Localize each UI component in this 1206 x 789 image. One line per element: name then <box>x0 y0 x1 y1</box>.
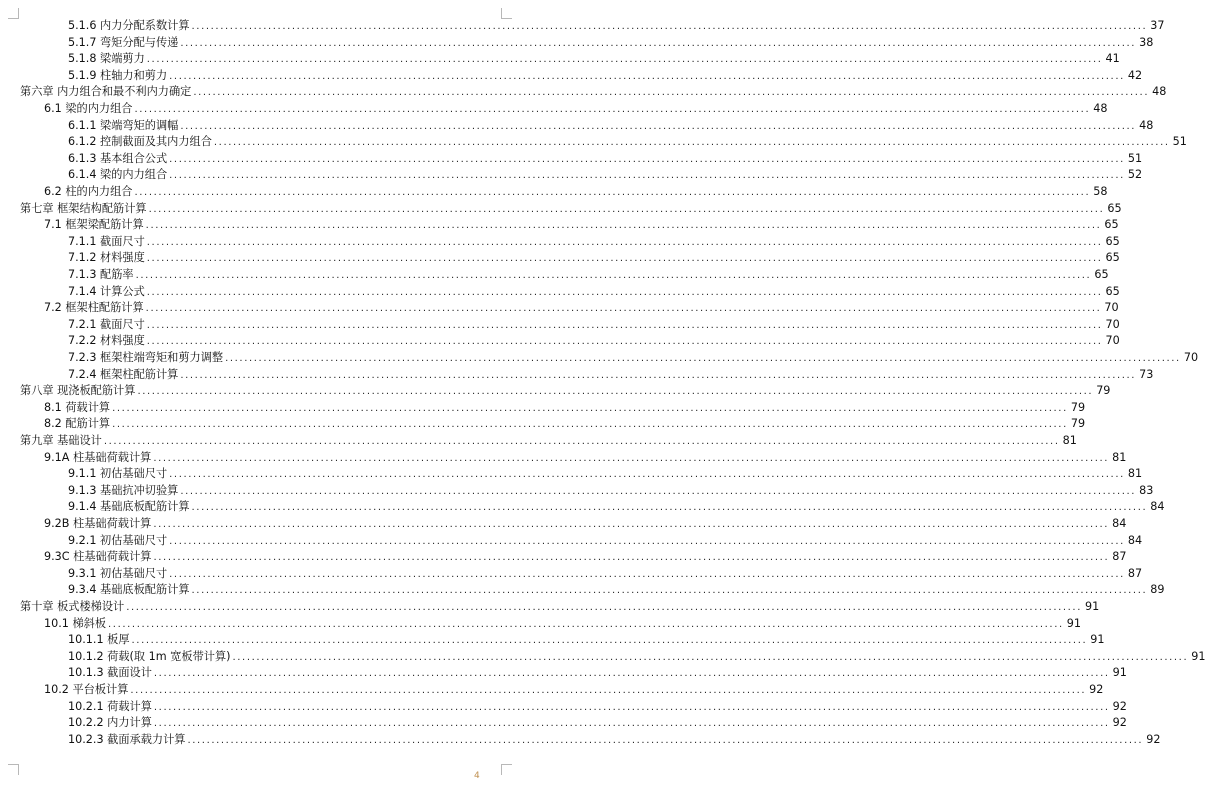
toc-entry[interactable] <box>68 466 1143 482</box>
toc-entry[interactable] <box>68 333 1120 349</box>
toc-entry-title: 5.1.7 弯矩分配与传递 <box>68 35 179 49</box>
toc-entry[interactable] <box>68 483 1154 499</box>
toc-entry-page: 65 <box>1094 268 1109 281</box>
toc-entry[interactable] <box>68 68 1143 84</box>
toc-entry[interactable] <box>68 582 1165 598</box>
toc-entry[interactable] <box>68 499 1165 515</box>
toc-leader-dots: ........................................................................................................................................................................................................ <box>126 602 1082 613</box>
toc-entry-title: 5.1.8 梁端剪力 <box>68 52 145 66</box>
toc-entry-title: 8.2 配筋计算 <box>44 417 111 431</box>
toc-leader-dots: ........................................................................................................................................................................................................ <box>145 220 1102 232</box>
toc-entry[interactable] <box>44 416 1086 432</box>
toc-entry-page: 51 <box>1127 151 1143 165</box>
toc-entry-page: 79 <box>1070 417 1086 431</box>
toc-entry[interactable] <box>68 317 1120 333</box>
toc-leader-dots: ........................................................................................................................................................................................................ <box>146 54 1103 66</box>
toc-entry-title: 7.2.2 材料强度 <box>68 334 145 348</box>
toc-entry-page: 91 <box>1090 633 1105 647</box>
toc-leader-dots: ........................................................................................................................................................................................................ <box>169 170 1125 182</box>
toc-leader-dots: ........................................................................................................................................................................................................ <box>153 668 1110 680</box>
toc-entry-title: 第七章 框架结构配筋计算 <box>20 201 147 215</box>
toc-entry-page: 51 <box>1172 135 1187 149</box>
toc-leader-dots: ........................................................................................................................................................................................................ <box>153 718 1110 730</box>
toc-entry[interactable] <box>20 599 1100 615</box>
toc-entry[interactable] <box>20 84 1167 100</box>
toc-leader-dots: ........................................................................................................................................................................................................ <box>191 585 1148 597</box>
crop-mark-bottom-left <box>8 764 19 775</box>
toc-entry[interactable] <box>68 566 1143 582</box>
toc-entry-page: 37 <box>1150 19 1165 32</box>
toc-entry[interactable] <box>68 367 1154 383</box>
toc-entry-page: 81 <box>1127 467 1143 481</box>
toc-entry-title: 7.2.4 框架柱配筋计算 <box>68 367 179 381</box>
toc-entry-title: 第八章 现浇板配筋计算 <box>20 384 136 398</box>
toc-leader-dots: ........................................................................................................................................................................................................ <box>146 336 1103 348</box>
toc-entry[interactable] <box>20 201 1122 217</box>
toc-leader-dots: ........................................................................................................................................................................................................ <box>180 485 1137 497</box>
toc-entry-page: 91 <box>1085 600 1100 613</box>
toc-leader-dots: ........................................................................................................................................................................................................ <box>130 685 1087 696</box>
toc-entry-title: 9.1.3 基础抗冲切验算 <box>68 483 179 497</box>
toc-entry-page: 84 <box>1127 533 1143 547</box>
toc-entry-title: 7.1.1 截面尺寸 <box>68 234 145 248</box>
toc-leader-dots: ........................................................................................................................................................................................................ <box>225 353 1181 364</box>
toc-entry-title: 7.2.1 截面尺寸 <box>68 317 145 331</box>
toc-entry[interactable] <box>68 167 1143 183</box>
toc-leader-dots: ........................................................................................................................................................................................................ <box>137 386 1094 398</box>
toc-entry-page: 65 <box>1105 284 1120 298</box>
toc-entry[interactable] <box>68 632 1105 648</box>
toc-entry-title: 9.2B 柱基础荷载计算 <box>44 517 152 530</box>
toc-entry-title: 6.1.4 梁的内力组合 <box>68 168 168 182</box>
toc-leader-dots: ........................................................................................................................................................................................................ <box>180 37 1137 49</box>
toc-entry[interactable] <box>44 682 1104 698</box>
toc-leader-dots: ........................................................................................................................................................................................................ <box>193 87 1150 99</box>
page-number: 4 <box>474 771 480 781</box>
toc-entry-title: 10.1.3 截面设计 <box>68 666 152 680</box>
toc-entry[interactable] <box>44 101 1108 117</box>
toc-entry-page: 65 <box>1105 251 1120 265</box>
toc-entry-title: 5.1.6 内力分配系数计算 <box>68 19 190 32</box>
toc-entry-page: 73 <box>1139 367 1154 381</box>
toc-entry[interactable] <box>68 250 1120 266</box>
toc-entry-page: 92 <box>1089 683 1104 696</box>
toc-entry-page: 70 <box>1105 334 1120 348</box>
toc-entry-title: 6.1 梁的内力组合 <box>44 102 133 115</box>
toc-entry-title: 10.1.2 荷载(取 1m 宽板带计算) <box>68 649 231 663</box>
toc-entry-page: 70 <box>1183 351 1199 364</box>
toc-entry-page: 48 <box>1139 118 1154 132</box>
toc-entry-title: 9.1.1 初估基础尺寸 <box>68 467 168 481</box>
toc-leader-dots: ........................................................................................................................................................................................................ <box>146 236 1103 248</box>
toc-entry-page: 48 <box>1093 102 1108 115</box>
toc-entry[interactable] <box>20 433 1077 449</box>
toc-entry[interactable] <box>68 18 1165 34</box>
toc-leader-dots: ........................................................................................................................................................................................................ <box>169 153 1125 165</box>
toc-entry-page: 65 <box>1104 218 1119 232</box>
toc-entry-page: 92 <box>1112 699 1127 713</box>
toc-entry-title: 第十章 板式楼梯设计 <box>20 600 125 613</box>
toc-entry[interactable] <box>68 732 1161 748</box>
toc-entry-title: 6.1.3 基本组合公式 <box>68 151 168 165</box>
toc-entry-title: 9.1A 柱基础荷载计算 <box>44 450 152 464</box>
toc-entry[interactable] <box>20 383 1111 399</box>
toc-leader-dots: ........................................................................................................................................................................................................ <box>180 120 1137 132</box>
toc-entry-page: 48 <box>1152 85 1167 99</box>
toc-entry[interactable] <box>68 284 1120 300</box>
toc-entry[interactable] <box>44 184 1108 200</box>
toc-entry-title: 6.1.2 控制截面及其内力组合 <box>68 135 212 149</box>
toc-entry-page: 65 <box>1105 234 1120 248</box>
crop-mark-top-left <box>8 8 19 19</box>
toc-leader-dots: ........................................................................................................................................................................................................ <box>191 502 1148 514</box>
toc-leader-dots: ........................................................................................................................................................................................................ <box>145 303 1102 315</box>
toc-entry-title: 8.1 荷载计算 <box>44 400 111 414</box>
toc-entry-page: 87 <box>1127 566 1143 580</box>
toc-entry-page: 92 <box>1112 716 1127 730</box>
toc-entry[interactable] <box>68 234 1120 250</box>
toc-leader-dots: ........................................................................................................................................................................................................ <box>153 701 1110 713</box>
toc-entry[interactable] <box>68 533 1143 549</box>
toc-entry-title: 7.2 框架柱配筋计算 <box>44 301 144 315</box>
toc-leader-dots: ........................................................................................................................................................................................................ <box>146 253 1103 265</box>
toc-leader-dots: ........................................................................................................................................................................................................ <box>153 552 1110 564</box>
toc-entry-page: 91 <box>1191 649 1206 663</box>
toc-entry[interactable] <box>44 400 1086 416</box>
toc-entry-page: 58 <box>1093 185 1108 198</box>
toc-leader-dots: ........................................................................................................................................................................................................ <box>187 734 1144 746</box>
toc-entry-page: 70 <box>1105 317 1120 331</box>
toc-leader-dots: ........................................................................................................................................................................................................ <box>169 568 1125 580</box>
toc-leader-dots: ........................................................................................................................................................................................................ <box>148 203 1105 215</box>
toc-entry-page: 79 <box>1096 384 1111 398</box>
toc-entry[interactable] <box>68 649 1206 665</box>
toc-entry-title: 10.2.2 内力计算 <box>68 716 152 730</box>
toc-entry-title: 7.2.3 框架柱端弯矩和剪力调整 <box>68 351 224 364</box>
toc-leader-dots: ........................................................................................................................................................................................................ <box>146 319 1103 331</box>
toc-leader-dots: ........................................................................................................................................................................................................ <box>180 369 1137 381</box>
toc-entry-page: 84 <box>1112 517 1127 530</box>
toc-entry-title: 9.2.1 初估基础尺寸 <box>68 533 168 547</box>
toc-leader-dots: ........................................................................................................................................................................................................ <box>213 137 1170 149</box>
toc-entry-page: 38 <box>1139 35 1154 49</box>
toc-entry-title: 9.1.4 基础底板配筋计算 <box>68 500 190 514</box>
toc-leader-dots: ........................................................................................................................................................................................................ <box>108 618 1064 630</box>
toc-entry-title: 10.1 梯斜板 <box>44 616 107 630</box>
toc-entry[interactable] <box>44 450 1127 466</box>
toc-entry-page: 52 <box>1127 168 1143 182</box>
toc-entry-page: 91 <box>1112 666 1127 680</box>
toc-entry-page: 83 <box>1139 483 1154 497</box>
toc-entry-page: 65 <box>1107 201 1122 215</box>
toc-leader-dots: ........................................................................................................................................................................................................ <box>153 519 1110 530</box>
toc-leader-dots: ........................................................................................................................................................................................................ <box>146 286 1103 298</box>
toc-entry[interactable] <box>68 151 1143 167</box>
toc-entry[interactable] <box>68 715 1127 731</box>
toc-entry[interactable] <box>44 300 1119 316</box>
toc-entry-title: 9.3.1 初估基础尺寸 <box>68 566 168 580</box>
toc-entry-title: 9.3C 柱基础荷载计算 <box>44 550 152 564</box>
toc-entry[interactable] <box>44 549 1127 565</box>
toc-entry-title: 10.2.3 截面承载力计算 <box>68 732 186 746</box>
toc-entry-title: 10.2.1 荷载计算 <box>68 699 152 713</box>
toc-entry-page: 89 <box>1150 583 1165 597</box>
toc-leader-dots: ........................................................................................................................................................................................................ <box>169 469 1125 481</box>
toc-entry[interactable] <box>68 35 1154 51</box>
toc-leader-dots: ........................................................................................................................................................................................................ <box>169 70 1125 82</box>
toc-entry-title: 6.1.1 梁端弯矩的调幅 <box>68 118 179 132</box>
toc-entry-page: 42 <box>1127 68 1143 82</box>
toc-entry-page: 81 <box>1062 434 1077 447</box>
toc-entry[interactable] <box>68 350 1199 366</box>
toc-leader-dots: ........................................................................................................................................................................................................ <box>135 270 1092 281</box>
crop-mark-top-right <box>501 8 512 19</box>
toc-entry[interactable] <box>68 134 1187 150</box>
toc-entry-title: 10.1.1 板厚 <box>68 633 130 647</box>
toc-leader-dots: ........................................................................................................................................................................................................ <box>191 21 1148 32</box>
toc-entry-page: 81 <box>1112 450 1127 464</box>
toc-entry[interactable] <box>68 665 1127 681</box>
toc-entry-page: 70 <box>1104 301 1119 315</box>
toc-leader-dots: ........................................................................................................................................................................................................ <box>232 651 1189 663</box>
toc-entry[interactable] <box>44 616 1082 632</box>
toc-leader-dots: ........................................................................................................................................................................................................ <box>103 436 1060 447</box>
toc-entry-title: 7.1 框架梁配筋计算 <box>44 218 144 232</box>
toc-entry-title: 10.2 平台板计算 <box>44 683 129 696</box>
toc-entry[interactable] <box>68 699 1127 715</box>
toc-leader-dots: ........................................................................................................................................................................................................ <box>169 535 1125 547</box>
toc-entry-page: 92 <box>1146 732 1161 746</box>
toc-entry-title: 7.1.4 计算公式 <box>68 284 145 298</box>
toc-entry-title: 5.1.9 柱轴力和剪力 <box>68 68 168 82</box>
toc-entry-title: 9.3.4 基础底板配筋计算 <box>68 583 190 597</box>
toc-entry-page: 91 <box>1066 616 1082 630</box>
toc-entry-title: 6.2 柱的内力组合 <box>44 185 133 198</box>
toc-leader-dots: ........................................................................................................................................................................................................ <box>112 419 1068 431</box>
toc-entry-page: 79 <box>1070 400 1086 414</box>
toc-entry-page: 87 <box>1112 550 1127 564</box>
toc-entry[interactable] <box>68 267 1109 283</box>
toc-entry[interactable] <box>68 118 1154 134</box>
toc-entry[interactable] <box>44 217 1119 233</box>
toc-leader-dots: ........................................................................................................................................................................................................ <box>134 187 1091 198</box>
toc-entry-title: 第六章 内力组合和最不利内力确定 <box>20 85 192 99</box>
toc-entry-page: 84 <box>1150 500 1165 514</box>
toc-entry[interactable] <box>44 516 1127 532</box>
toc-entry-page: 41 <box>1105 52 1120 66</box>
crop-mark-bottom-right <box>501 764 512 775</box>
toc-leader-dots: ........................................................................................................................................................................................................ <box>153 452 1110 464</box>
toc-entry-title: 第九章 基础设计 <box>20 434 102 447</box>
toc-leader-dots: ........................................................................................................................................................................................................ <box>112 402 1068 414</box>
toc-leader-dots: ........................................................................................................................................................................................................ <box>134 104 1091 115</box>
toc-leader-dots: ........................................................................................................................................................................................................ <box>131 635 1088 647</box>
toc-entry-title: 7.1.2 材料强度 <box>68 251 145 265</box>
toc-entry-title: 7.1.3 配筋率 <box>68 268 134 281</box>
toc-entry[interactable] <box>68 51 1120 67</box>
